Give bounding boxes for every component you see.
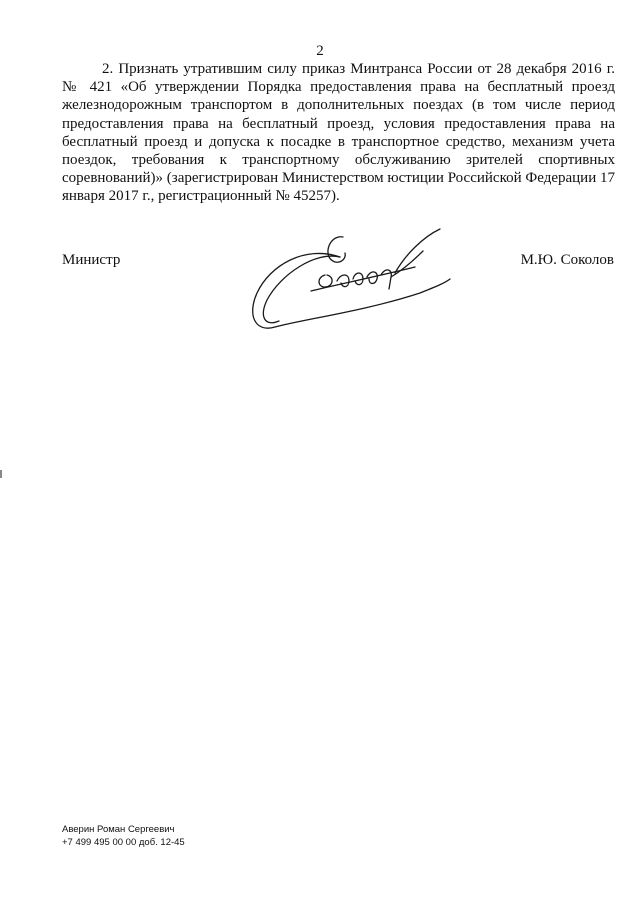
body-paragraph: 2. Признать утратившим силу приказ Минтранса России от 28 декабря 2016 г. № 421 «Об утверждении Порядка предоставления права на бесплатный проезд железнодорожным транспортом в дополнительных поездах (в том числе период предоставления права на бесплатный проезд, условия предоставления права на бесплатный проезд и допуска к посадке в транспортное средство, механизм учета поездок, требования к транспортному обслуживанию зрителей спортивных соревнований)» (зарегистрирован Министерством юстиции Российской Федерации 17 января 2017 г., регистрационный № 45257). (62, 61, 615, 205)
executor-phone: +7 499 495 00 00 доб. 12-45 (62, 837, 185, 848)
executor-name: Аверин Роман Сергеевич (62, 824, 175, 835)
scan-edge-mark (0, 470, 2, 478)
signature-icon (245, 215, 460, 340)
contact-block (62, 823, 185, 849)
signer-name: М.Ю. Соколов (520, 252, 614, 268)
signer-title: Министр (62, 252, 121, 268)
page-number: 2 (316, 43, 324, 59)
